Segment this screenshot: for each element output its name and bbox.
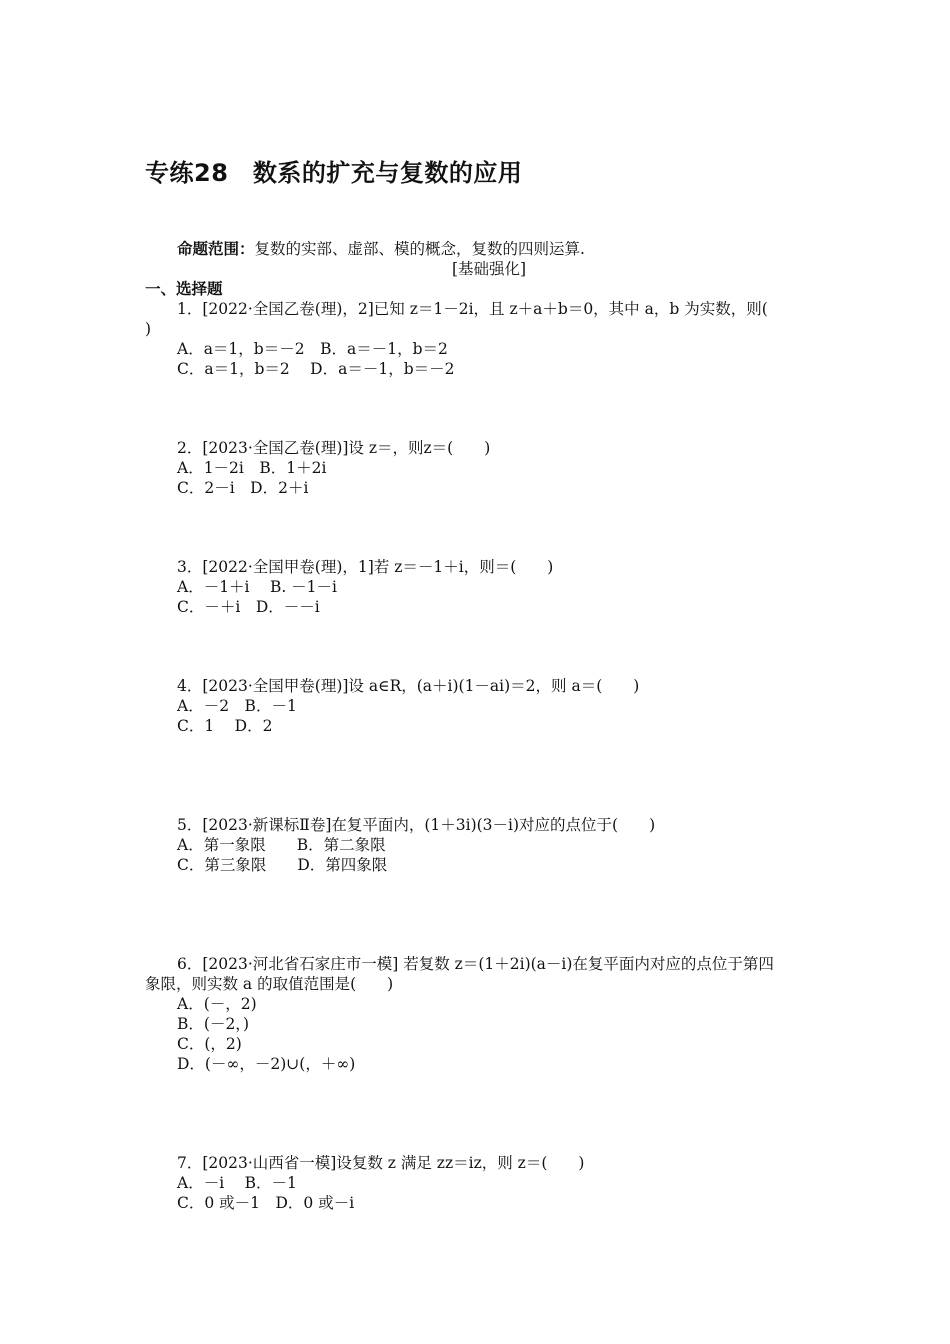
question-4-option-row: C．1 D．2 <box>177 717 273 735</box>
question-7-option-row: C．0 或－1 D．0 或－i <box>177 1194 355 1212</box>
question-6-option-row: D．(－∞，－2)∪(，＋∞) <box>177 1055 356 1073</box>
question-4-option-row: A．－2 B．－1 <box>177 697 297 715</box>
question-6-option-row: C．(，2) <box>177 1035 242 1053</box>
question-3-option-row: C．－＋i D．－－i <box>177 598 320 616</box>
question-2-option-row: A．1－2i B．1＋2i <box>177 459 327 477</box>
section-heading: 一、选择题 <box>145 280 223 298</box>
question-7-stem: 7．[2023·山西省一模]设复数 z 满足 zz＝iz，则 z＝( ) <box>177 1154 585 1172</box>
question-6-option-row: A．(－，2) <box>177 995 257 1013</box>
question-4-stem: 4．[2023·全国甲卷(理)]设 a∈R，(a＋i)(1－ai)＝2，则 a＝( ) <box>177 677 640 695</box>
question-1-stem: 1．[2022·全国乙卷(理)，2]已知 z＝1－2i，且 z＋a＋b＝0，其中 a，b 为实数，则( <box>177 300 768 318</box>
question-6-stem: 6．[2023·河北省石家庄市一模] 若复数 z＝(1＋2i)(a－i)在复平面内对应的点位于第四 <box>177 955 774 973</box>
question-1-stem-cont: ) <box>145 320 152 338</box>
question-5-option-row: C．第三象限 D．第四象限 <box>177 856 388 874</box>
question-6-option-row: B．(－2，) <box>177 1015 250 1033</box>
question-2-stem: 2．[2023·全国乙卷(理)]设 z＝，则z＝( ) <box>177 439 491 457</box>
question-3-stem: 3．[2022·全国甲卷(理)，1]若 z＝－1＋i，则＝( ) <box>177 558 554 576</box>
scope-text: 复数的实部、虚部、模的概念，复数的四则运算. <box>254 240 585 258</box>
scope-label: 命题范围： <box>177 240 255 258</box>
page-title: 专练28 数系的扩充与复数的应用 <box>145 159 523 187</box>
question-5-stem: 5．[2023·新课标Ⅱ卷]在复平面内，(1＋3i)(3－i)对应的点位于( ) <box>177 816 656 834</box>
question-3-option-row: A．－1＋i B. －1－i <box>177 578 338 596</box>
question-5-option-row: A．第一象限 B．第二象限 <box>177 836 386 854</box>
question-7-option-row: A．－i B．－1 <box>177 1174 297 1192</box>
question-1-option-row: C．a＝1，b＝2 D．a＝－1，b＝－2 <box>177 360 455 378</box>
question-2-option-row: C．2－i D．2＋i <box>177 479 309 497</box>
scope-line <box>177 239 585 259</box>
section-tag: [基础强化] <box>452 260 527 278</box>
question-6-stem-cont: 象限，则实数 a 的取值范围是( ) <box>145 975 394 993</box>
question-1-option-row: A．a＝1，b＝－2 B．a＝－1，b＝2 <box>177 340 448 358</box>
